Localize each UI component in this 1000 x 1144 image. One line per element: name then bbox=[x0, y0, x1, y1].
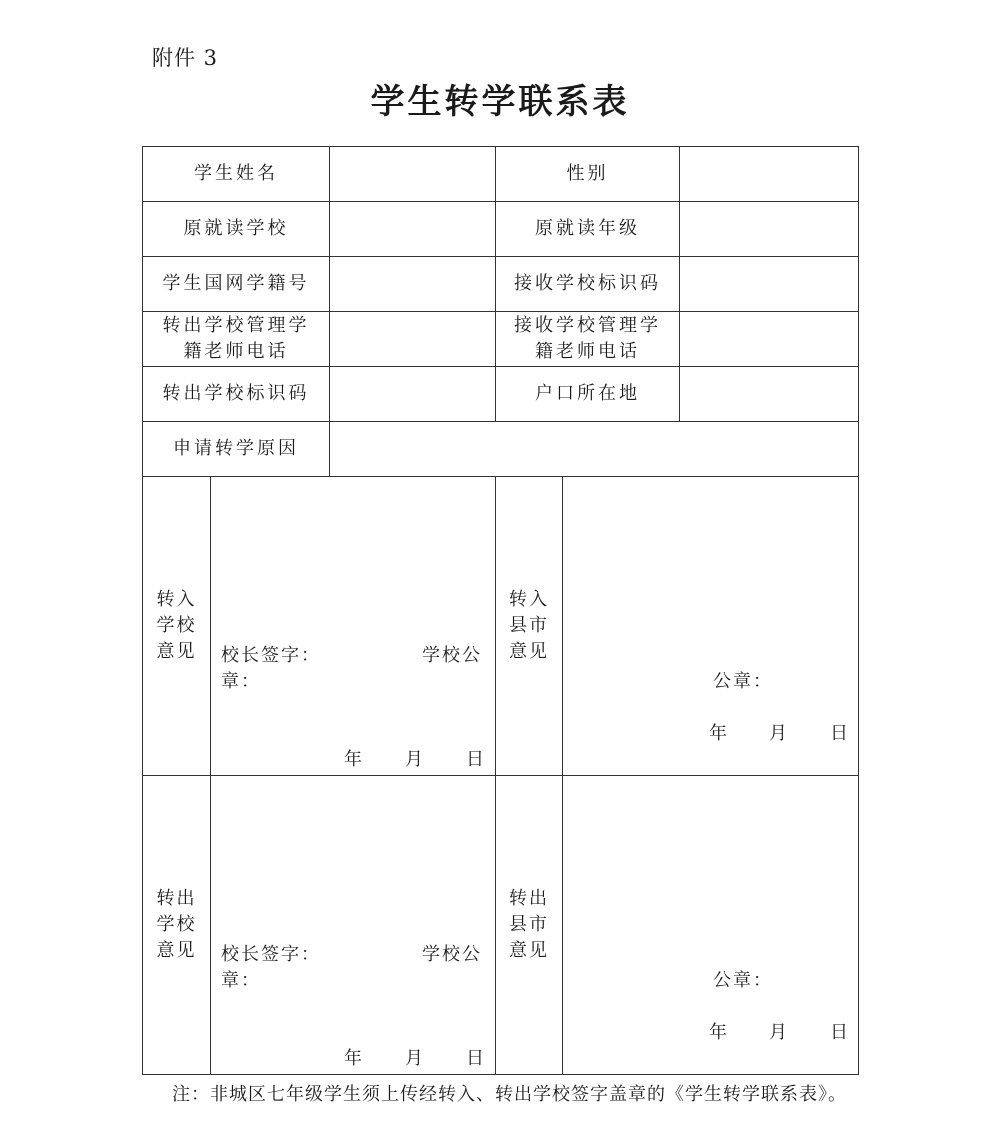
school-seal-label-cont: 章： bbox=[221, 970, 261, 991]
label-original-school: 原就读学校 bbox=[143, 202, 330, 257]
label-transfer-out-county: 转出县市意见 bbox=[496, 776, 563, 1074]
date-year-label: 年 bbox=[344, 1048, 364, 1069]
attachment-label: 附件 3 bbox=[152, 46, 219, 70]
label-transfer-in-school: 转入学校意见 bbox=[143, 477, 211, 776]
date-month-label: 月 bbox=[769, 723, 789, 744]
label-receiving-admin-phone: 接收学校管理学籍老师电话 bbox=[496, 312, 680, 367]
transfer-form-table bbox=[142, 146, 859, 1075]
transfer-out-school-opinion-area[interactable] bbox=[211, 776, 496, 1074]
school-seal-label: 学校公 bbox=[422, 645, 482, 666]
label-household-location: 户口所在地 bbox=[496, 367, 680, 422]
input-transfer-out-school-code[interactable] bbox=[330, 367, 496, 422]
date-day-label: 日 bbox=[830, 1022, 850, 1043]
transfer-out-county-opinion-area[interactable] bbox=[563, 776, 858, 1074]
school-seal-label: 学校公 bbox=[422, 944, 482, 965]
date-year-label: 年 bbox=[709, 723, 729, 744]
transfer-in-county-opinion-area[interactable] bbox=[563, 477, 858, 776]
input-receiving-admin-phone[interactable] bbox=[680, 312, 858, 367]
principal-signature-label: 校长签字： bbox=[221, 645, 321, 666]
input-household-location[interactable] bbox=[680, 367, 858, 422]
seal-label: 公章： bbox=[713, 970, 773, 991]
input-gender[interactable] bbox=[680, 147, 858, 202]
input-national-id[interactable] bbox=[330, 257, 496, 312]
label-transfer-out-admin-phone: 转出学校管理学籍老师电话 bbox=[143, 312, 330, 367]
date-month-label: 月 bbox=[405, 749, 425, 770]
principal-signature-label: 校长签字： bbox=[221, 944, 321, 965]
label-receiving-school-code: 接收学校标识码 bbox=[496, 257, 680, 312]
label-reason: 申请转学原因 bbox=[143, 422, 330, 477]
input-reason[interactable] bbox=[330, 422, 858, 477]
date-day-label: 日 bbox=[466, 749, 486, 770]
input-original-school[interactable] bbox=[330, 202, 496, 257]
label-student-name: 学生姓名 bbox=[143, 147, 330, 202]
date-year-label: 年 bbox=[344, 749, 364, 770]
input-original-grade[interactable] bbox=[680, 202, 858, 257]
school-seal-label-cont: 章： bbox=[221, 671, 261, 692]
label-transfer-out-school: 转出学校意见 bbox=[143, 776, 211, 1074]
footnote: 注：非城区七年级学生须上传经转入、转出学校签字盖章的《学生转学联系表》。 bbox=[172, 1084, 847, 1105]
date-month-label: 月 bbox=[405, 1048, 425, 1069]
date-month-label: 月 bbox=[769, 1022, 789, 1043]
input-transfer-out-admin-phone[interactable] bbox=[330, 312, 496, 367]
input-receiving-school-code[interactable] bbox=[680, 257, 858, 312]
label-original-grade: 原就读年级 bbox=[496, 202, 680, 257]
date-day-label: 日 bbox=[466, 1048, 486, 1069]
transfer-in-school-opinion-area[interactable] bbox=[211, 477, 496, 776]
date-year-label: 年 bbox=[709, 1022, 729, 1043]
input-student-name[interactable] bbox=[330, 147, 496, 202]
label-transfer-out-school-code: 转出学校标识码 bbox=[143, 367, 330, 422]
label-transfer-in-county: 转入县市意见 bbox=[496, 477, 563, 776]
seal-label: 公章： bbox=[713, 671, 773, 692]
page-title: 学生转学联系表 bbox=[370, 82, 630, 122]
date-day-label: 日 bbox=[830, 723, 850, 744]
label-national-id: 学生国网学籍号 bbox=[143, 257, 330, 312]
label-gender: 性别 bbox=[496, 147, 680, 202]
